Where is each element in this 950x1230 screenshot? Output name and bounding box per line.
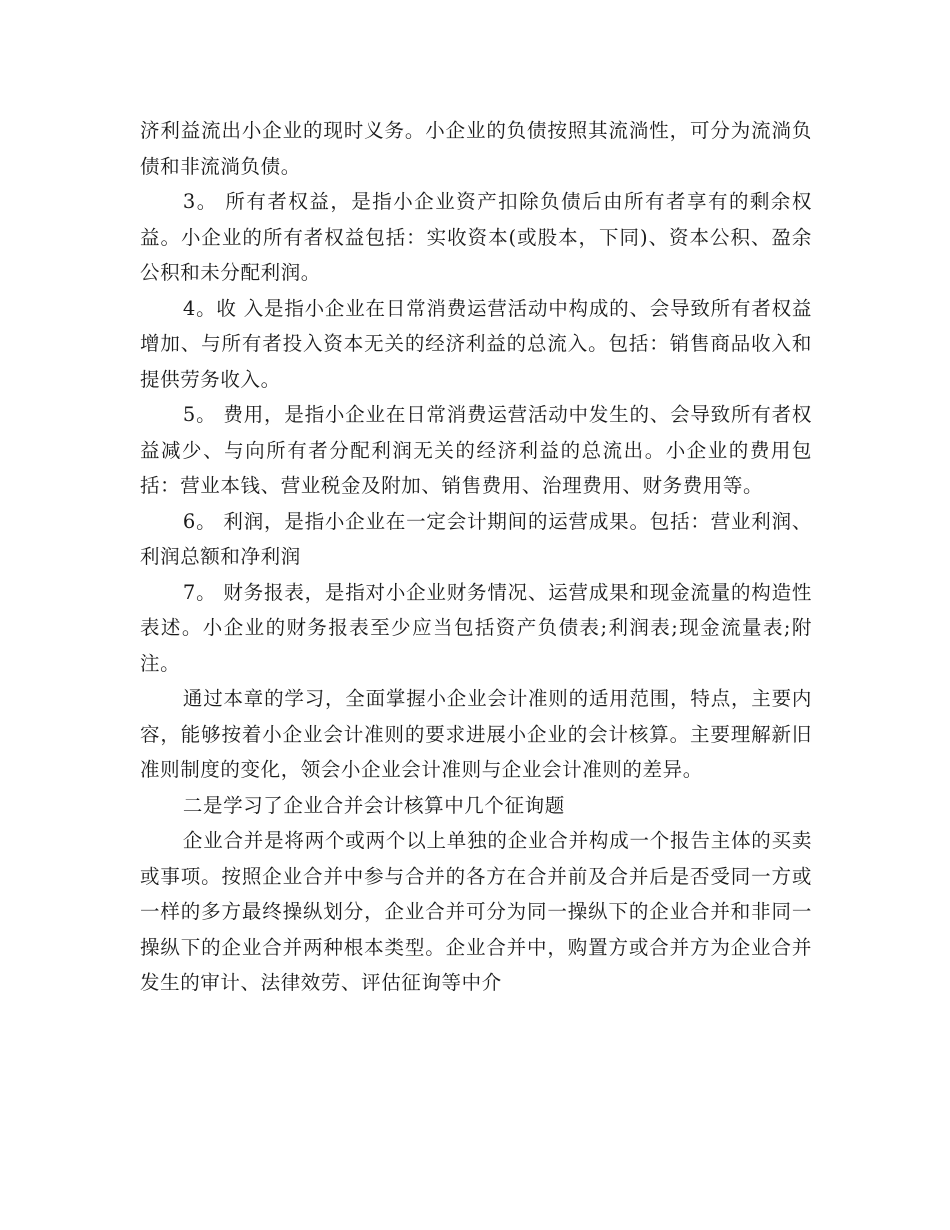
paragraph-revenue: 4。收 入是指小企业在日常消费运营活动中构成的、会导致所有者权益增加、与所有者投入资本无关的经济利益的总流入。包括：销售商品收入和提供劳务收入。 — [140, 296, 812, 391]
paragraph-expenses: 5。 费用，是指小企业在日常消费运营活动中发生的、会导致所有者权益减少、与向所有者分配利润无关的经济利益的总流出。小企业的费用包括：营业本钱、营业税金及附加、销售费用、治理费用、财务费用等。 — [140, 403, 812, 497]
paragraph-owners-equity: 3。 所有者权益，是指小企业资产扣除负债后由所有者享有的剩余权益。小企业的所有者权益包括：实收资本(或股本，下同)、资本公积、盈余公积和未分配利润。 — [140, 190, 812, 284]
section-heading-business-combination: 二是学习了企业合并会计核算中几个征询题 — [182, 793, 565, 817]
paragraph-profit: 6。 利润，是指小企业在一定会计期间的运营成果。包括：营业利润、利润总额和净利润 — [140, 509, 812, 568]
document-page — [140, 113, 812, 1001]
paragraph-business-combination: 企业合并是将两个或两个以上单独的企业合并构成一个报告主体的买卖或事项。按照企业合并中参与合并的各方在合并前及合并后是否受同一方或一样的多方最终操纵划分，企业合并可分为同一操纵下的企业合并和非同一操纵下的企业合并两种根本类型。企业合并中，购置方或合并方为企业合并发生的审计、法律效劳、评估征询等中介 — [140, 829, 812, 994]
paragraph-financial-statements: 7。 财务报表，是指对小企业财务情况、运营成果和现金流量的构造性表述。小企业的财务报表至少应当包括资产负债表;利润表;现金流量表;附注。 — [140, 580, 812, 675]
paragraph-chapter-summary: 通过本章的学习，全面掌握小企业会计准则的适用范围，特点，主要内容，能够按着小企业会计准则的要求进展小企业的会计核算。主要理解新旧准则制度的变化，领会小企业会计准则与企业会计准则的差异。 — [140, 687, 812, 781]
paragraph-liabilities-continued: 济利益流出小企业的现时义务。小企业的负债按照其流淌性，可分为流淌负债和非流淌负债。 — [140, 119, 812, 178]
